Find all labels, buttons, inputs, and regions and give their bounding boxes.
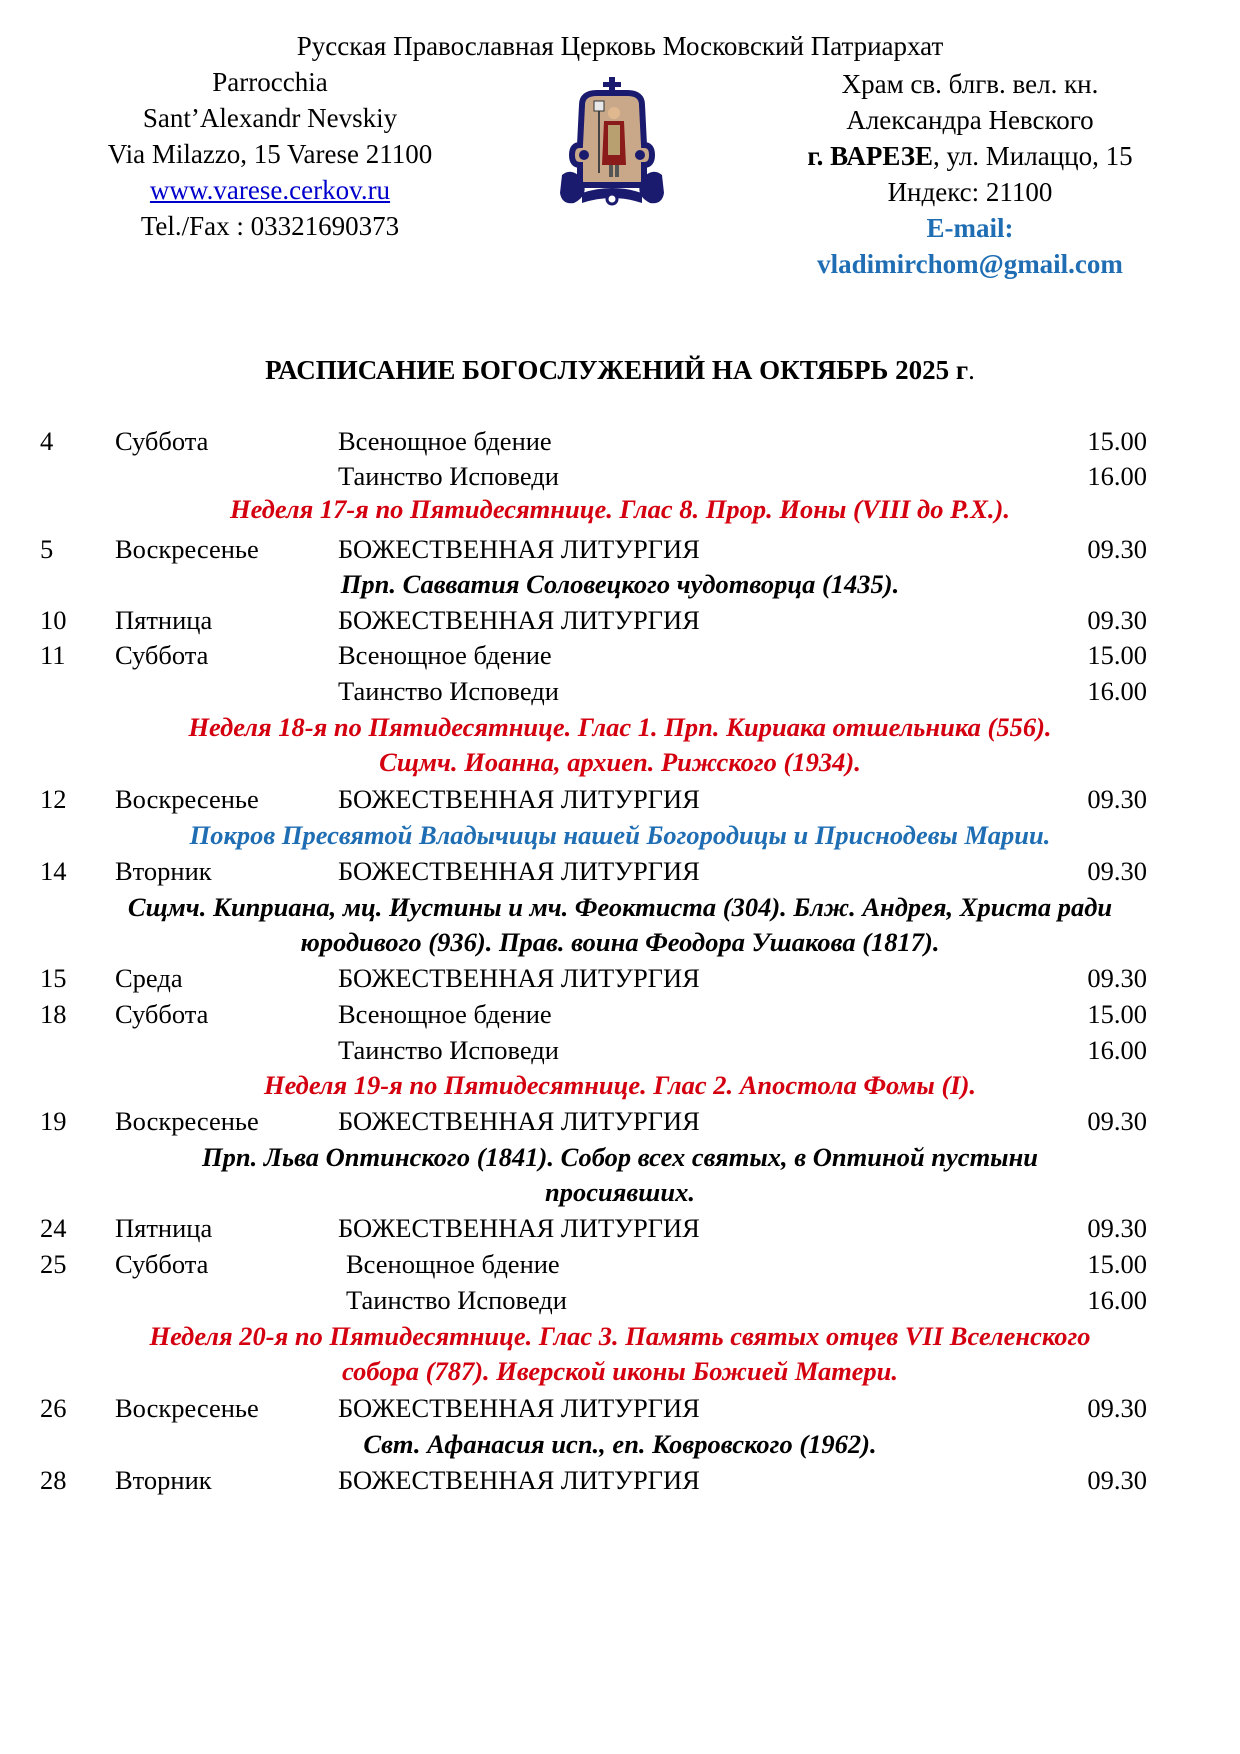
day-number: 19: [40, 1106, 67, 1136]
service-name: Всенощное бдение: [346, 1249, 560, 1279]
service-name: БОЖЕСТВЕННАЯ ЛИТУРГИЯ: [338, 856, 700, 886]
day-number: 11: [40, 640, 66, 670]
service-time: 09.30: [1087, 1465, 1147, 1495]
parish-address: Via Milazzo, 15 Varese 21100: [107, 139, 433, 169]
day-number: 18: [40, 999, 67, 1029]
schedule-row: [0, 673, 1240, 709]
schedule-row: [0, 531, 1240, 567]
church-emblem-icon: [552, 75, 672, 215]
city-name: г. ВАРЕЗЕ: [807, 141, 933, 171]
weekday: Пятница: [115, 605, 213, 635]
feast-note: Неделя 20-я по Пятидесятнице. Глас 3. Память святых отцев VII Вселенского: [149, 1321, 1091, 1351]
patriarchate-heading: Русская Православная Церковь Московский Патриархат: [296, 31, 944, 61]
weekday: Вторник: [115, 856, 212, 886]
weekday: Воскресенье: [115, 534, 259, 564]
day-number: 26: [40, 1393, 67, 1423]
service-time: 15.00: [1087, 640, 1147, 670]
website-link[interactable]: www.varese.cerkov.ru: [149, 175, 391, 205]
schedule-row: [0, 1390, 1240, 1426]
service-time: 09.30: [1087, 1213, 1147, 1243]
day-number: 28: [40, 1465, 67, 1495]
service-time: 09.30: [1087, 534, 1147, 564]
email-label: E-mail:: [926, 213, 1014, 243]
service-time: 15.00: [1087, 999, 1147, 1029]
service-name: БОЖЕСТВЕННАЯ ЛИТУРГИЯ: [338, 1106, 700, 1136]
day-number: 14: [40, 856, 67, 886]
street-address: , ул. Милаццо, 15: [933, 141, 1133, 171]
temple-name-line1: Храм св. блгв. вел. кн.: [841, 69, 1099, 99]
feast-note-theotokos: Покров Пресвятой Владычицы нашей Богородицы и Приснодевы Марии.: [189, 820, 1051, 850]
service-name: БОЖЕСТВЕННАЯ ЛИТУРГИЯ: [338, 605, 700, 635]
service-name: БОЖЕСТВЕННАЯ ЛИТУРГИЯ: [338, 1393, 700, 1423]
service-time: 15.00: [1087, 1249, 1147, 1279]
service-time: 16.00: [1087, 676, 1147, 706]
service-time: 09.30: [1087, 605, 1147, 635]
weekday: Суббота: [115, 999, 209, 1029]
weekday: Вторник: [115, 1465, 212, 1495]
feast-note: Неделя 19-я по Пятидесятнице. Глас 2. Апостола Фомы (I).: [263, 1070, 977, 1100]
parish-info-russian: [760, 66, 1180, 282]
schedule-row: [0, 1210, 1240, 1246]
service-time: 16.00: [1087, 461, 1147, 491]
feast-note: Сщмч. Иоанна, архиеп. Рижского (1934).: [379, 747, 861, 777]
service-name: Всенощное бдение: [338, 640, 552, 670]
schedule-title-dot: .: [968, 355, 975, 385]
feast-note: Неделя 17-я по Пятидесятнице. Глас 8. Прор. Ионы (VIII до Р.Х.).: [230, 494, 1010, 524]
saint-note: Прп. Савватия Соловецкого чудотворца (1435).: [340, 569, 900, 599]
schedule-row: [0, 1103, 1240, 1139]
schedule-row: [0, 1032, 1240, 1068]
email-link[interactable]: vladimirchom@gmail.com: [817, 249, 1123, 279]
schedule-row: [0, 1246, 1240, 1282]
day-number: 12: [40, 784, 67, 814]
service-time: 16.00: [1087, 1035, 1147, 1065]
day-number: 4: [40, 426, 54, 456]
schedule-row: [0, 637, 1240, 673]
schedule-row: [0, 781, 1240, 817]
feast-note: собора (787). Иверской иконы Божией Матери.: [342, 1356, 898, 1386]
service-time: 15.00: [1087, 426, 1147, 456]
schedule-row: [0, 423, 1240, 459]
service-name: Таинство Исповеди: [338, 1035, 559, 1065]
service-name: БОЖЕСТВЕННАЯ ЛИТУРГИЯ: [338, 963, 700, 993]
service-name: Таинство Исповеди: [346, 1285, 567, 1315]
service-time: 09.30: [1087, 1106, 1147, 1136]
day-number: 5: [40, 534, 54, 564]
weekday: Среда: [115, 963, 183, 993]
service-time: 16.00: [1087, 1285, 1147, 1315]
parish-label: Parrocchia: [212, 67, 328, 97]
postal-index: Индекс: 21100: [887, 177, 1053, 207]
service-time: 09.30: [1087, 784, 1147, 814]
schedule-row: [0, 996, 1240, 1032]
schedule-row: [0, 458, 1240, 494]
day-number: 15: [40, 963, 67, 993]
saint-note: юродивого (936). Прав. воина Феодора Ушакова (1817).: [300, 927, 940, 957]
saint-note: просиявших.: [545, 1177, 695, 1207]
schedule-row: [0, 1282, 1240, 1318]
schedule-row: [0, 1462, 1240, 1498]
schedule-title: [0, 352, 1240, 388]
service-time: 09.30: [1087, 963, 1147, 993]
service-name: Всенощное бдение: [338, 999, 552, 1029]
service-name: Всенощное бдение: [338, 426, 552, 456]
service-time: 09.30: [1087, 856, 1147, 886]
schedule-row: [0, 602, 1240, 638]
saint-note: Сщмч. Киприана, мц. Иустины и мч. Феоктиста (304). Блж. Андрея, Христа ради: [127, 892, 1113, 922]
schedule-row: [0, 853, 1240, 889]
schedule-row: [0, 960, 1240, 996]
day-number: 25: [40, 1249, 67, 1279]
parish-name: Sant’Alexandr Nevskiy: [142, 103, 398, 133]
phone-fax: Tel./Fax : 03321690373: [140, 211, 400, 241]
day-number: 24: [40, 1213, 67, 1243]
weekday: Суббота: [115, 1249, 209, 1279]
service-name: Таинство Исповеди: [338, 676, 559, 706]
weekday: Суббота: [115, 640, 209, 670]
temple-name-line2: Александра Невского: [846, 105, 1094, 135]
weekday: Воскресенье: [115, 784, 259, 814]
day-number: 10: [40, 605, 67, 635]
schedule-title-text: РАСПИСАНИЕ БОГОСЛУЖЕНИЙ НА ОКТЯБРЬ 2025 г: [265, 355, 969, 385]
service-name: БОЖЕСТВЕННАЯ ЛИТУРГИЯ: [338, 784, 700, 814]
service-name: Таинство Исповеди: [338, 461, 559, 491]
weekday: Воскресенье: [115, 1106, 259, 1136]
saint-note: Свт. Афанасия исп., еп. Ковровского (1962).: [363, 1429, 877, 1459]
weekday: Суббота: [115, 426, 209, 456]
weekday: Пятница: [115, 1213, 213, 1243]
service-name: БОЖЕСТВЕННАЯ ЛИТУРГИЯ: [338, 1465, 700, 1495]
saint-note: Прп. Льва Оптинского (1841). Собор всех святых, в Оптиной пустыни: [201, 1142, 1039, 1172]
parish-info-italian: [40, 64, 500, 244]
service-time: 09.30: [1087, 1393, 1147, 1423]
service-name: БОЖЕСТВЕННАЯ ЛИТУРГИЯ: [338, 1213, 700, 1243]
service-name: БОЖЕСТВЕННАЯ ЛИТУРГИЯ: [338, 534, 700, 564]
feast-note: Неделя 18-я по Пятидесятнице. Глас 1. Прп. Кириака отшельника (556).: [188, 712, 1052, 742]
temple-address: [760, 138, 1180, 174]
weekday: Воскресенье: [115, 1393, 259, 1423]
